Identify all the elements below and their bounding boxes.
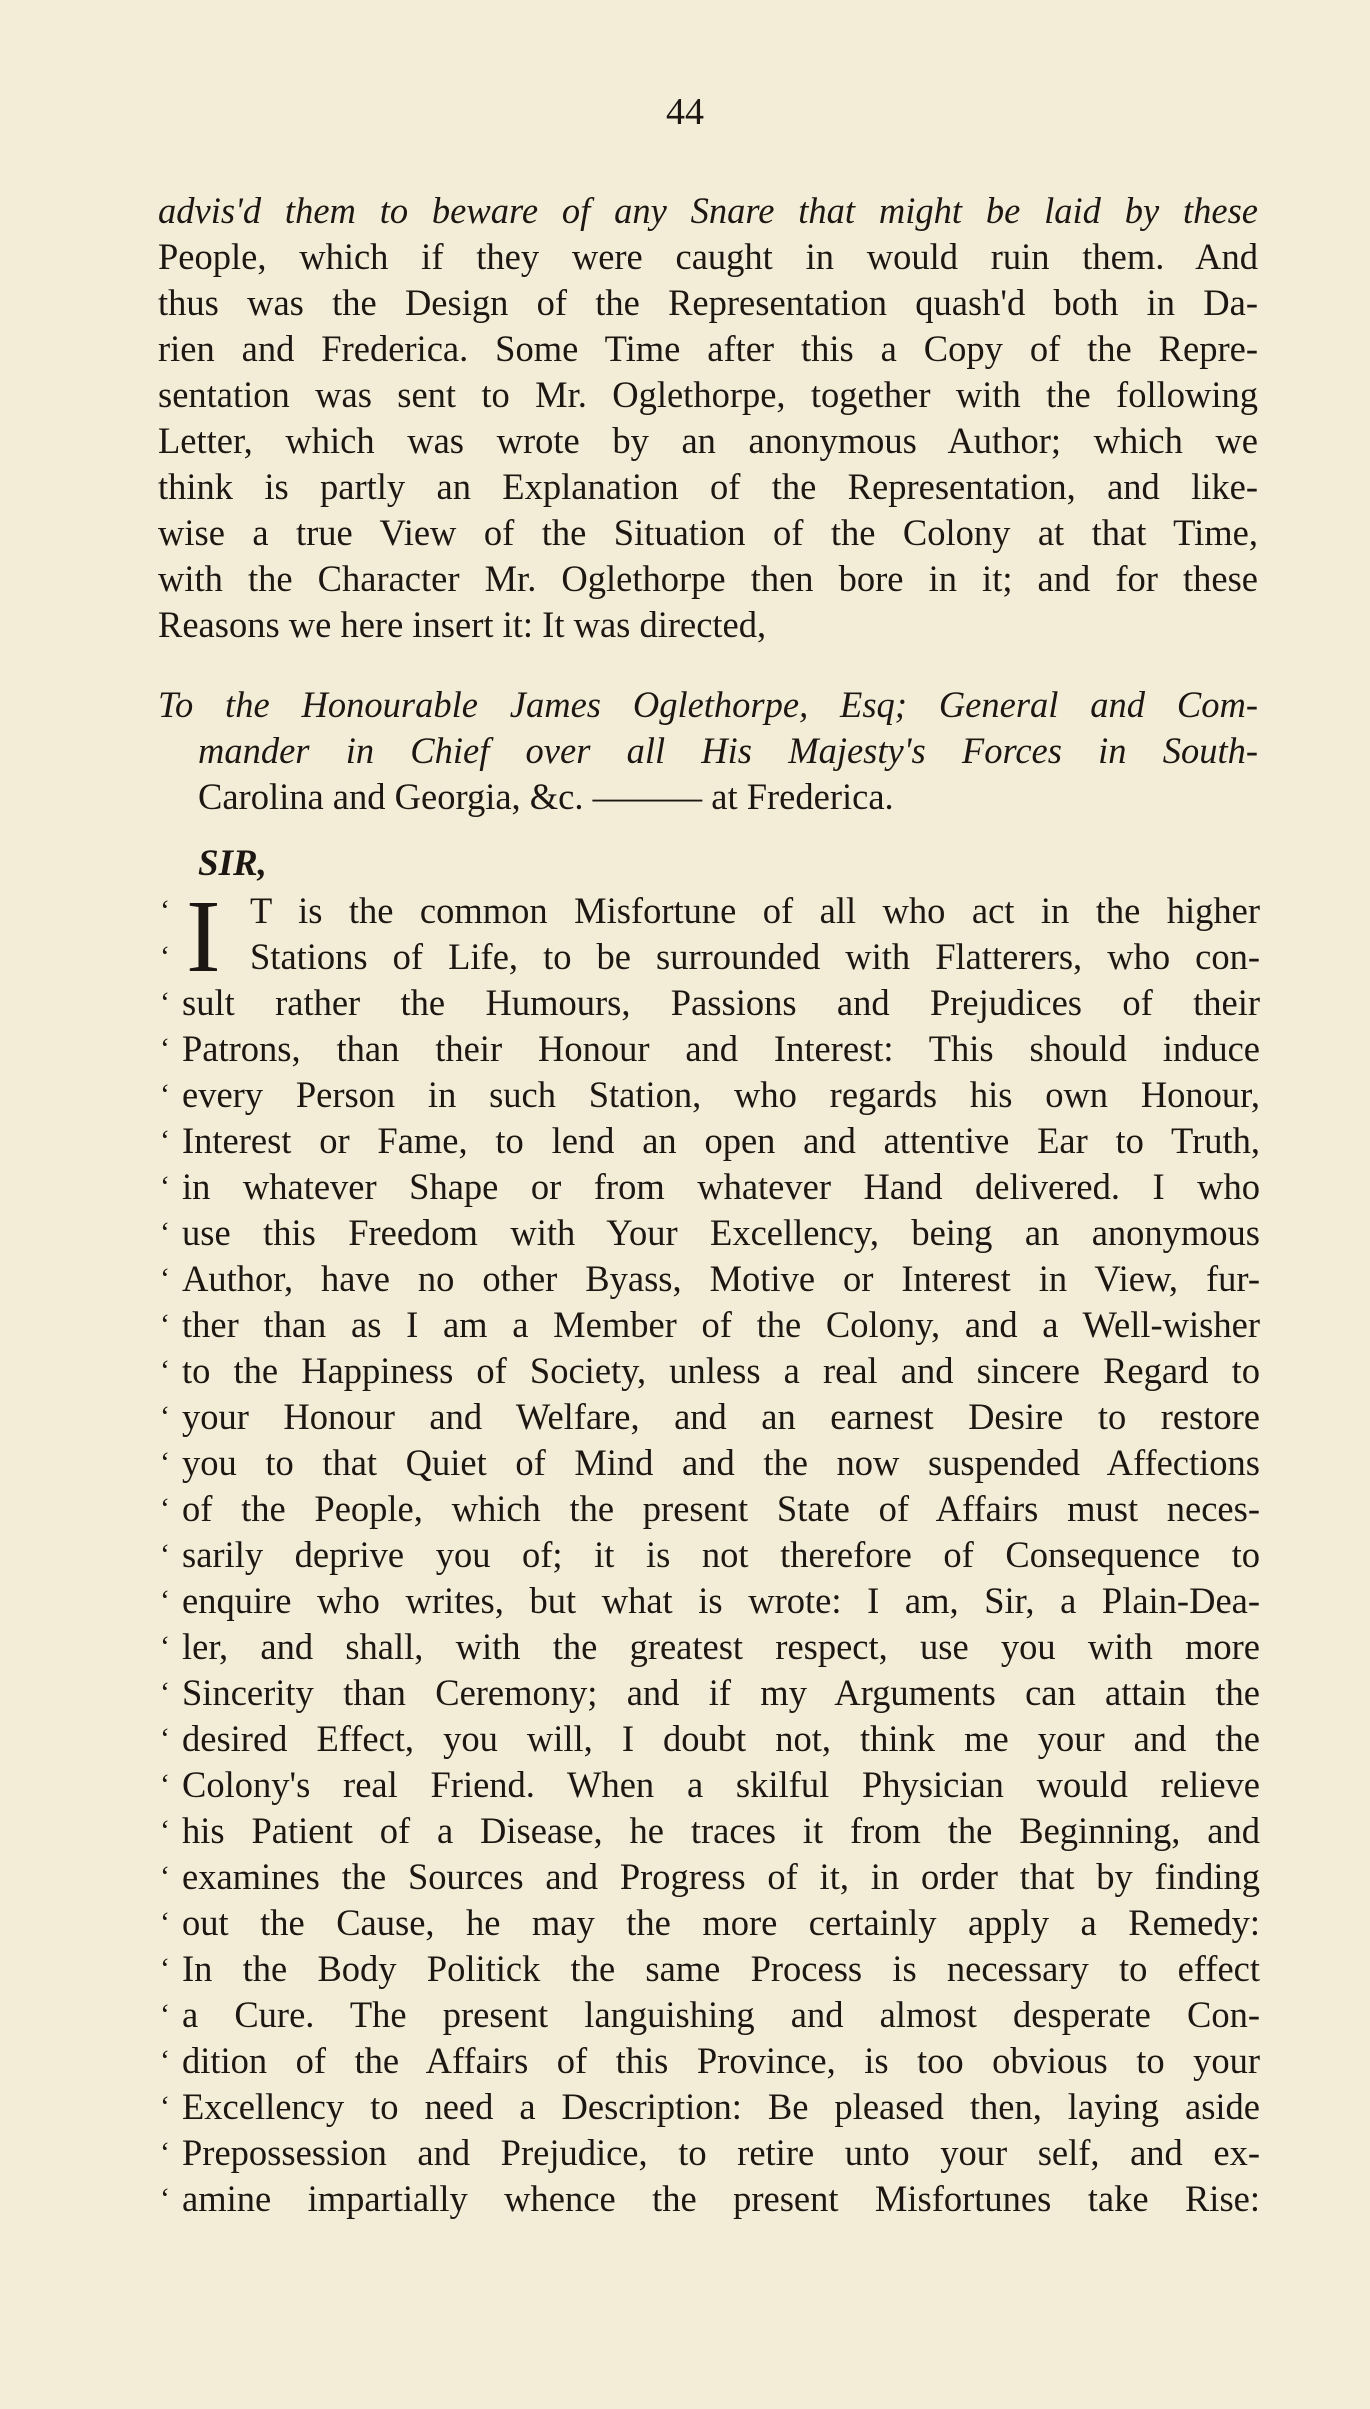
letter-text: Prepossession and Prejudice, to retire unto your self, and ex-: [182, 2132, 1260, 2173]
letter-text: dition of the Affairs of this Province, is too obvious to your: [182, 2040, 1260, 2081]
letter-text: sarily deprive you of; it is not therefore of Consequence to: [182, 1534, 1260, 1575]
quote-mark: ‘: [160, 1354, 170, 1387]
quote-mark: ‘: [160, 1722, 170, 1755]
letter-text: your Honour and Welfare, and an earnest Desire to restore: [182, 1396, 1260, 1437]
quote-mark: ‘: [160, 1768, 170, 1801]
dedication-line-3: Carolina and Georgia, &c. ——— at Frederica.: [198, 776, 894, 817]
letter-text: of the People, which the present State of Affairs must neces-: [182, 1488, 1260, 1529]
quote-mark: ‘: [160, 2136, 170, 2169]
quote-mark: ‘: [160, 1032, 170, 1065]
letter-text: you to that Quiet of Mind and the now suspended Affections: [182, 1442, 1260, 1483]
letter-text: examines the Sources and Progress of it, in order that by finding: [182, 1856, 1260, 1897]
quote-mark: ‘: [160, 1078, 170, 1111]
dedication-line-2: mander in Chief over all His Majesty's Forces in South-: [198, 730, 1258, 771]
intro-line-1: advis'd them to beware of any Snare that might be laid by these: [158, 190, 1258, 231]
letter-text: use this Freedom with Your Excellency, being an anonymous: [182, 1212, 1260, 1253]
letter-text: amine impartially whence the present Misfortunes take Rise:: [182, 2178, 1260, 2219]
quote-mark: ‘: [160, 1400, 170, 1433]
quote-mark: ‘: [160, 1308, 170, 1341]
letter-text: Patrons, than their Honour and Interest: This should induce: [182, 1028, 1260, 1069]
quote-mark: ‘: [160, 1584, 170, 1617]
letter-text: enquire who writes, but what is wrote: I am, Sir, a Plain-Dea-: [182, 1580, 1260, 1621]
quote-mark: ‘: [160, 1998, 170, 2031]
quote-mark: ‘: [160, 1814, 170, 1847]
quote-mark: ‘: [160, 1170, 170, 1203]
intro-line-2: People, which if they were caught in would ruin them. And: [158, 236, 1258, 277]
letter-text: ler, and shall, with the greatest respect, use you with more: [182, 1626, 1260, 1667]
intro-line-7: think is partly an Explanation of the Representation, and like-: [158, 466, 1258, 507]
letter-text: T is the common Misfortune of all who act in the higher: [250, 890, 1260, 931]
quote-mark: ‘: [160, 986, 170, 1019]
quote-mark: ‘: [160, 1538, 170, 1571]
quote-mark: ‘: [160, 1216, 170, 1249]
intro-line-9: with the Character Mr. Oglethorpe then bore in it; and for these: [158, 558, 1258, 599]
intro-line-8: wise a true View of the Situation of the Colony at that Time,: [158, 512, 1258, 553]
quote-mark: ‘: [160, 1262, 170, 1295]
letter-text: Excellency to need a Description: Be pleased then, laying aside: [182, 2086, 1260, 2127]
quote-mark: ‘: [160, 894, 170, 927]
letter-text: every Person in such Station, who regards his own Honour,: [182, 1074, 1260, 1115]
letter-text: ther than as I am a Member of the Colony, and a Well-wisher: [182, 1304, 1260, 1345]
letter-text: desired Effect, you will, I doubt not, think me your and the: [182, 1718, 1260, 1759]
quote-mark: ‘: [160, 1906, 170, 1939]
intro-line-10: Reasons we here insert it: It was directed,: [158, 604, 767, 645]
letter-text: his Patient of a Disease, he traces it from the Beginning, and: [182, 1810, 1260, 1851]
intro-line-6: Letter, which was wrote by an anonymous Author; which we: [158, 420, 1258, 461]
dedication-line-1: To the Honourable James Oglethorpe, Esq; General and Com-: [158, 684, 1258, 725]
letter-text: In the Body Politick the same Process is necessary to effect: [182, 1948, 1260, 1989]
quote-mark: ‘: [160, 1446, 170, 1479]
quote-mark: ‘: [160, 1124, 170, 1157]
letter-text: a Cure. The present languishing and almost desperate Con-: [182, 1994, 1260, 2035]
letter-text: sult rather the Humours, Passions and Prejudices of their: [182, 982, 1260, 1023]
quote-mark: ‘: [160, 1676, 170, 1709]
quote-mark: ‘: [160, 1630, 170, 1663]
quote-mark: ‘: [160, 1860, 170, 1893]
drop-cap: I: [186, 879, 221, 994]
intro-line-3: thus was the Design of the Representation quash'd both in Da-: [158, 282, 1258, 323]
letter-text: out the Cause, he may the more certainly apply a Remedy:: [182, 1902, 1260, 1943]
quote-mark: ‘: [160, 2044, 170, 2077]
quote-mark: ‘: [160, 1952, 170, 1985]
letter-text: Sincerity than Ceremony; and if my Arguments can attain the: [182, 1672, 1260, 1713]
page-number: 44: [666, 91, 704, 133]
letter-text: Interest or Fame, to lend an open and attentive Ear to Truth,: [182, 1120, 1260, 1161]
letter-text: Author, have no other Byass, Motive or Interest in View, fur-: [182, 1258, 1260, 1299]
letter-text: Stations of Life, to be surrounded with Flatterers, who con-: [250, 936, 1260, 977]
salutation: SIR,: [198, 843, 267, 884]
quote-mark: ‘: [160, 1492, 170, 1525]
intro-line-4: rien and Frederica. Some Time after this a Copy of the Repre-: [158, 328, 1258, 369]
letter-text: Colony's real Friend. When a skilful Physician would relieve: [182, 1764, 1260, 1805]
quote-mark: ‘: [160, 2090, 170, 2123]
letter-text: to the Happiness of Society, unless a real and sincere Regard to: [182, 1350, 1260, 1391]
quote-mark: ‘: [160, 940, 170, 973]
letter-text: in whatever Shape or from whatever Hand delivered. I who: [182, 1166, 1260, 1207]
intro-line-5: sentation was sent to Mr. Oglethorpe, together with the following: [158, 374, 1258, 415]
quote-mark: ‘: [160, 2182, 170, 2215]
